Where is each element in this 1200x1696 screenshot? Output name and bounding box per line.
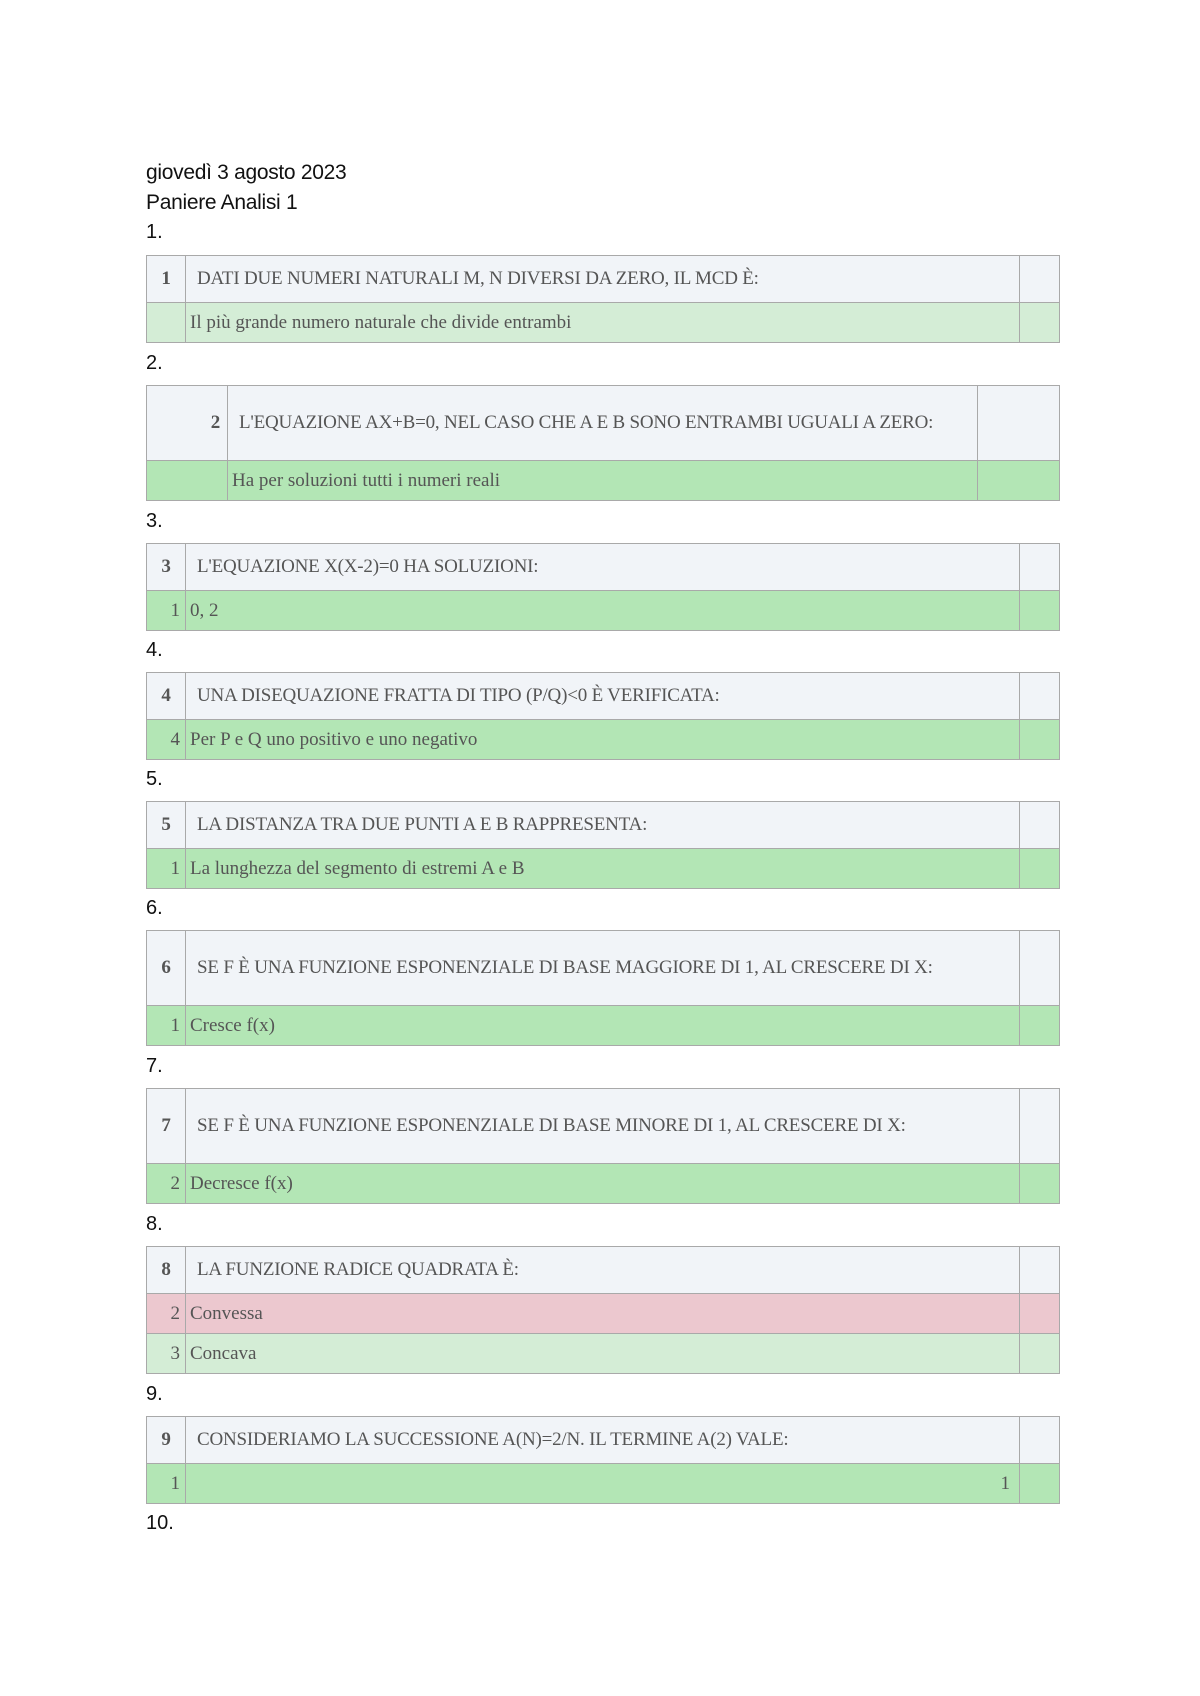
question-table [146,255,1060,343]
answer-row [147,1164,1060,1204]
question-row [147,1417,1060,1464]
answer-row [147,591,1060,631]
answer-spacer [1020,1294,1060,1334]
question-number: 1 [147,256,186,303]
question-text: UNA DISEQUAZIONE FRATTA DI TIPO (P/Q)<0 È VERIFICATA: [186,673,1020,720]
question-table [146,543,1060,631]
question-table [146,385,1060,501]
answer-text: Concava [186,1334,1020,1374]
answer-text: 0, 2 [186,591,1020,631]
answer-spacer [1020,1334,1060,1374]
question-text: DATI DUE NUMERI NATURALI M, N DIVERSI DA ZERO, IL MCD È: [186,256,1020,303]
question-text: L'EQUAZIONE AX+B=0, NEL CASO CHE A E B SONO ENTRAMBI UGUALI A ZERO: [228,386,978,461]
question-row [147,931,1060,1006]
question-row [147,1247,1060,1294]
answer-row [147,1006,1060,1046]
question-label: 5. [146,768,163,790]
question-table [146,672,1060,760]
question-text: LA DISTANZA TRA DUE PUNTI A E B RAPPRESENTA: [186,802,1020,849]
answer-spacer [978,461,1060,501]
answer-row [147,303,1060,343]
question-text: SE F È UNA FUNZIONE ESPONENZIALE DI BASE MAGGIORE DI 1, AL CRESCERE DI X: [186,931,1020,1006]
answer-number: 1 [147,849,186,889]
question-spacer [1020,1247,1060,1294]
question-text: L'EQUAZIONE X(X-2)=0 HA SOLUZIONI: [186,544,1020,591]
answer-spacer [1020,849,1060,889]
question-row [147,544,1060,591]
question-spacer [1020,1417,1060,1464]
question-table [146,1416,1060,1504]
answer-row [147,720,1060,760]
answer-text: Cresce f(x) [186,1006,1020,1046]
answer-number [147,461,228,501]
question-row [147,1089,1060,1164]
answer-text: Decresce f(x) [186,1164,1020,1204]
answer-number: 3 [147,1334,186,1374]
answer-number: 2 [147,1164,186,1204]
question-label: 4. [146,639,163,661]
question-row [147,256,1060,303]
answer-number: 2 [147,1294,186,1334]
question-spacer [978,386,1060,461]
question-number: 4 [147,673,186,720]
answer-row [147,1464,1060,1504]
question-number: 9 [147,1417,186,1464]
answer-cell [186,1464,1020,1504]
question-text: SE F È UNA FUNZIONE ESPONENZIALE DI BASE MINORE DI 1, AL CRESCERE DI X: [186,1089,1020,1164]
document-title: Paniere Analisi 1 [146,191,298,214]
question-row [147,673,1060,720]
question-label: 7. [146,1055,163,1077]
question-number: 8 [147,1247,186,1294]
answer-text: La lunghezza del segmento di estremi A e B [186,849,1020,889]
question-text: LA FUNZIONE RADICE QUADRATA È: [186,1247,1020,1294]
answer-spacer [1020,1164,1060,1204]
answer-row-correct [147,1334,1060,1374]
answer-number: 1 [147,1464,186,1504]
question-label: 9. [146,1383,163,1405]
question-label: 8. [146,1213,163,1235]
answer-number: 1 [147,1006,186,1046]
question-label: 1. [146,221,163,243]
answer-value: 1 [1000,1472,1010,1494]
answer-spacer [1020,303,1060,343]
question-spacer [1020,1089,1060,1164]
question-label: 2. [146,352,163,374]
question-row [147,386,1060,461]
question-label: 6. [146,897,163,919]
question-number: 7 [147,1089,186,1164]
question-number: 3 [147,544,186,591]
answer-number: 1 [147,591,186,631]
question-number: 6 [147,931,186,1006]
question-number: 2 [147,386,228,461]
answer-text: Convessa [186,1294,1020,1334]
answer-spacer [1020,591,1060,631]
question-spacer [1020,673,1060,720]
answer-row [147,461,1060,501]
question-spacer [1020,256,1060,303]
answer-text: Il più grande numero naturale che divide entrambi [186,303,1020,343]
answer-number [147,303,186,343]
question-spacer [1020,931,1060,1006]
question-number: 5 [147,802,186,849]
question-text: CONSIDERIAMO LA SUCCESSIONE A(N)=2/N. IL TERMINE A(2) VALE: [186,1417,1020,1464]
question-label: 3. [146,510,163,532]
answer-spacer [1020,1464,1060,1504]
question-row [147,802,1060,849]
answer-row-wrong [147,1294,1060,1334]
answer-row [147,849,1060,889]
question-spacer [1020,544,1060,591]
document-date: giovedì 3 agosto 2023 [146,161,347,184]
answer-text: Per P e Q uno positivo e uno negativo [186,720,1020,760]
answer-text: Ha per soluzioni tutti i numeri reali [228,461,978,501]
question-table [146,1246,1060,1374]
answer-spacer [1020,720,1060,760]
question-table [146,1088,1060,1204]
question-spacer [1020,802,1060,849]
answer-spacer [1020,1006,1060,1046]
answer-number: 4 [147,720,186,760]
question-table [146,801,1060,889]
question-table [146,930,1060,1046]
question-label: 10. [146,1512,174,1534]
